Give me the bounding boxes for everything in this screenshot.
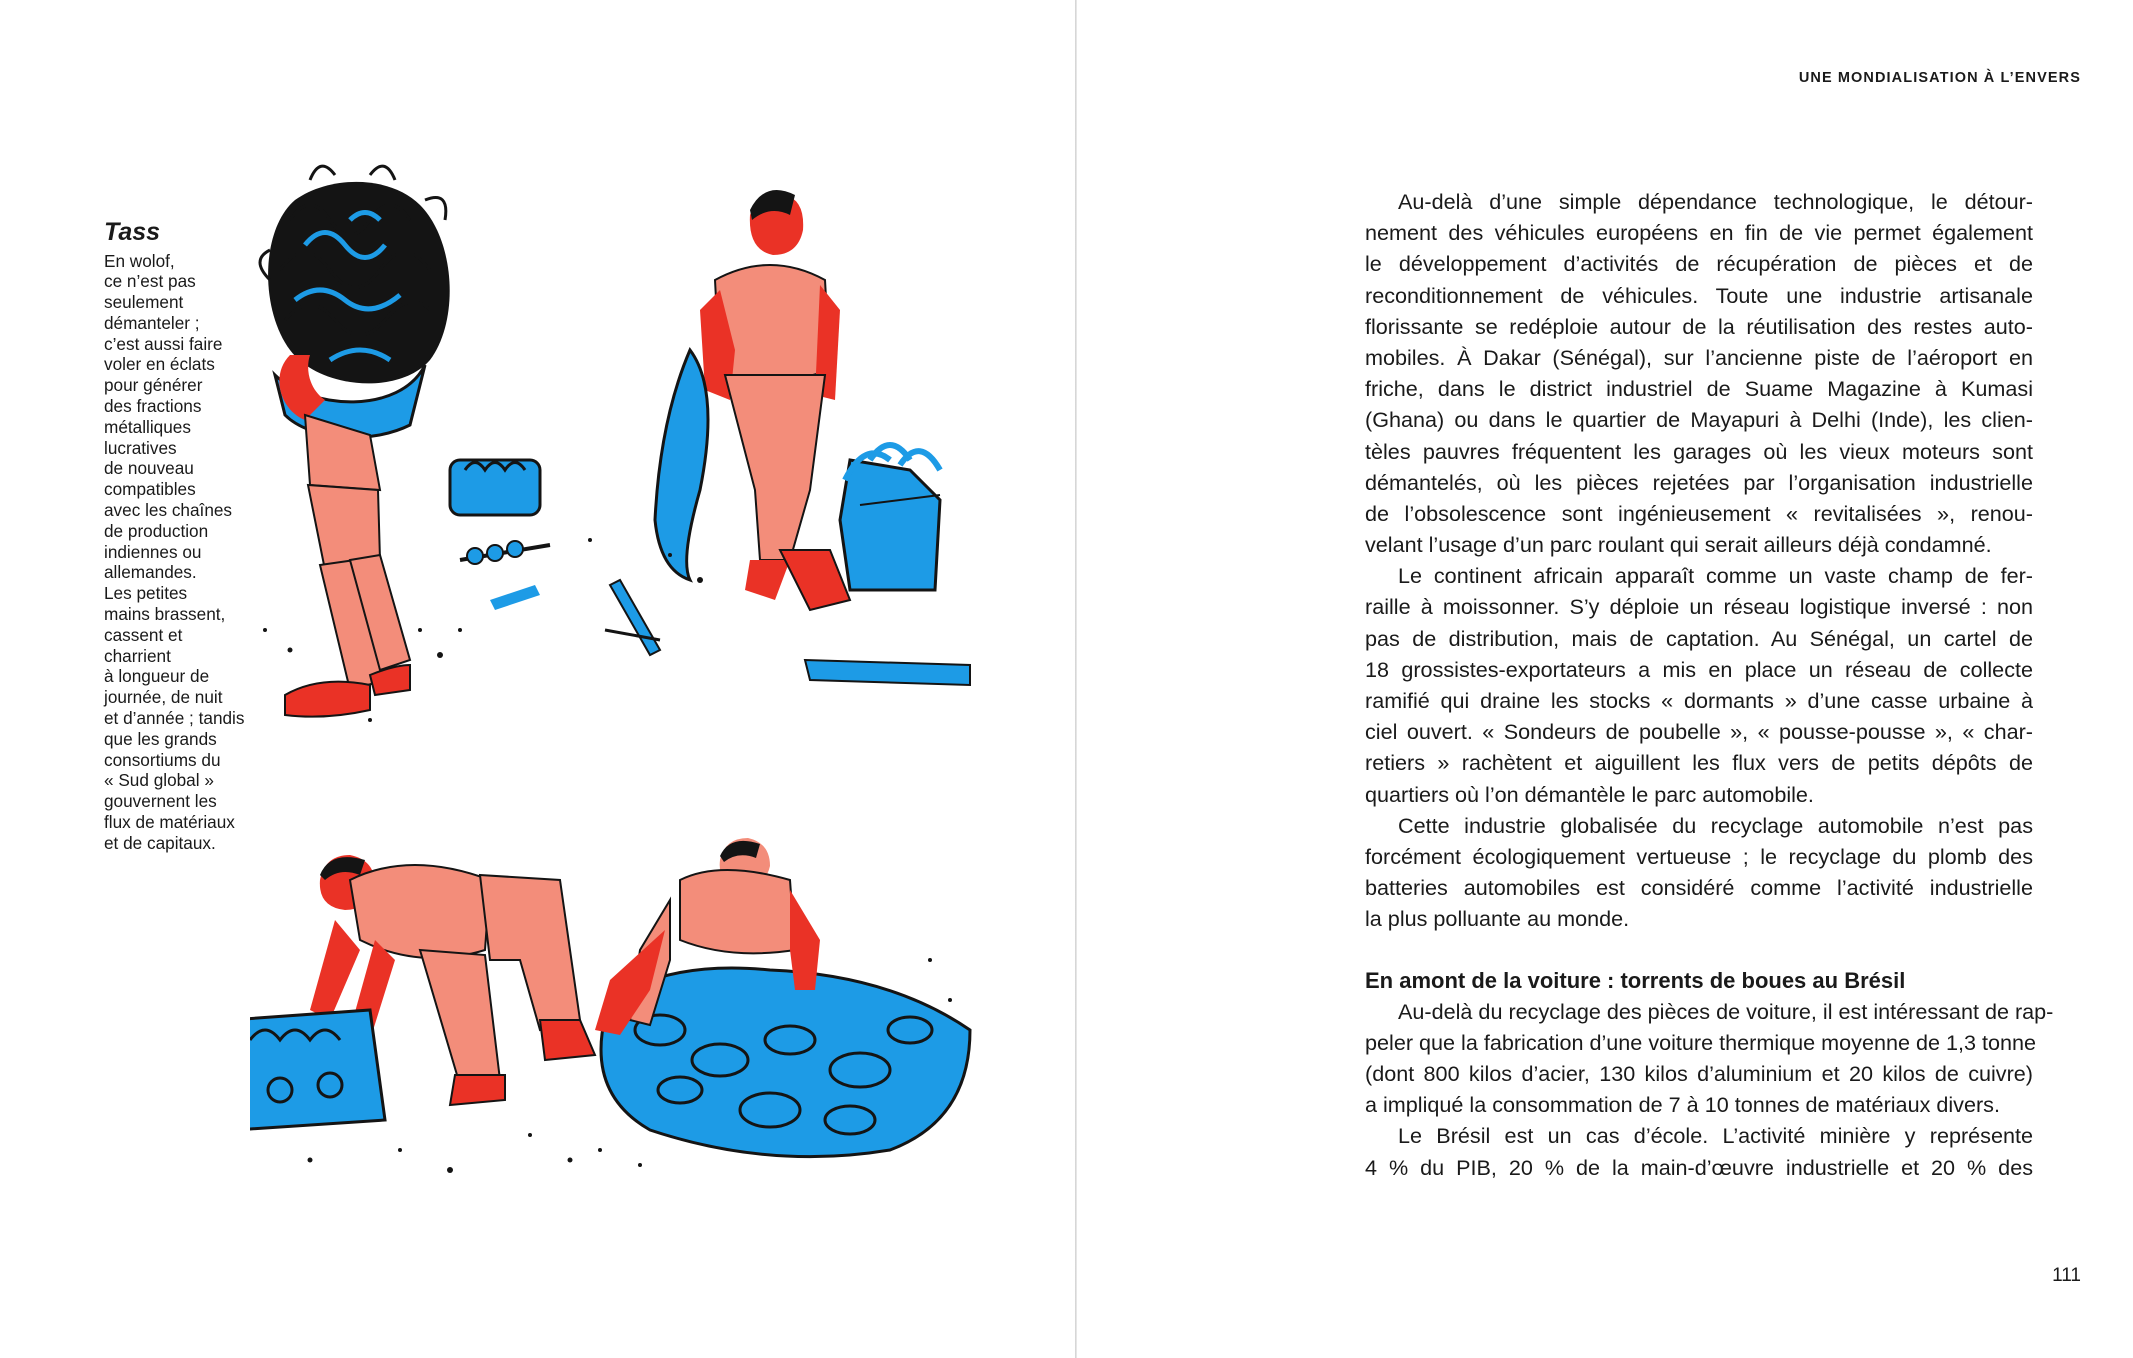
paragraphs-after-subheading: [1365, 996, 2054, 1183]
sidebar-line: avec les chaînes: [104, 500, 233, 521]
sidebar-line: mains brassent,: [104, 604, 226, 625]
text-line: mobiles. À Dakar (Sénégal), sur l’ancienne piste de l’aéroport en: [1365, 344, 2033, 370]
text-line: Cette industrie globalisée du recyclage automobile n’est pas: [1398, 812, 2033, 838]
sidebar-note: [104, 219, 264, 854]
sidebar-line: de production: [104, 520, 209, 541]
paragraph: [1365, 1120, 2033, 1182]
text-line: a impliqué la consommation de 7 à 10 tonnes de matériaux divers.: [1365, 1092, 2000, 1118]
text-line: Au-delà du recyclage des pièces de voiture, il est intéressant de rap-: [1398, 998, 2054, 1024]
text-line: reconditionnement de véhicules. Toute une industrie artisanale: [1365, 282, 2033, 308]
text-line: velant l’usage d’un parc roulant qui serait ailleurs déjà condamné.: [1365, 532, 1992, 558]
text-line: (dont 800 kilos d’acier, 130 kilos d’aluminium et 20 kilos de cuivre): [1365, 1061, 2033, 1087]
sidebar-line: Les petites: [104, 583, 188, 604]
sidebar-line: compatibles: [104, 479, 196, 500]
sidebar-line: démanteler ;: [104, 312, 200, 333]
text-line: démantelés, où les pièces rejetées par l’organisation industrielle: [1365, 469, 2033, 495]
subheading: En amont de la voiture : torrents de boues au Brésil: [1365, 967, 1906, 993]
sidebar-line: flux de matériaux: [104, 812, 235, 833]
text-line: Au-delà d’une simple dépendance technologique, le détour-: [1398, 189, 2033, 214]
text-line: 4 % du PIB, 20 % de la main-d’œuvre industrielle et 20 % des: [1365, 1154, 2033, 1180]
scrap-workers-illustration: [250, 160, 1030, 1210]
sidebar-line: et d’année ; tandis: [104, 708, 245, 729]
paragraph: [1365, 810, 2033, 935]
sidebar-line: c’est aussi faire: [104, 333, 223, 354]
text-line: florissante se redéploie autour de la réutilisation des restes auto-: [1365, 313, 2033, 339]
sidebar-line: gouvernent les: [104, 791, 217, 812]
page-number: 111: [2052, 1265, 2081, 1286]
text-line: ramifié qui draine les stocks « dormants » d’une casse urbaine à: [1365, 688, 2033, 713]
paragraphs-before-subheading: [1365, 186, 2033, 935]
sidebar-line: lucratives: [104, 437, 177, 458]
text-line: 18 grossistes-exportateurs a mis en place un réseau de collecte: [1365, 656, 2033, 682]
text-line: tèles pauvres fréquentent les garages où les vieux moteurs sont: [1365, 438, 2033, 464]
running-head: UNE MONDIALISATION À L’ENVERS: [1798, 70, 2081, 86]
text-line: forcément écologiquement vertueuse ; le recyclage du plomb des: [1365, 843, 2033, 869]
sidebar-line: voler en éclats: [104, 354, 215, 375]
worker-sorting-scrap-pile: [595, 838, 970, 1157]
sidebar-line: que les grands: [104, 728, 217, 749]
text-line: pas de distribution, mais de captation. Au Sénégal, un cartel de: [1365, 625, 2033, 651]
text-line: Le Brésil est un cas d’école. L’activité minière y représente: [1398, 1123, 2033, 1149]
worker-carrying-wire-bundle: [260, 166, 450, 717]
text-line: quartiers où l’on démantèle le parc automobile.: [1365, 781, 1814, 807]
text-line: (Ghana) ou dans le quartier de Mayapuri à Delhi (Inde), les clien-: [1365, 407, 2033, 433]
text-line: Le continent africain apparaît comme un vaste champ de fer-: [1398, 563, 2033, 589]
paragraph: [1365, 560, 2033, 810]
right-page: [1077, 0, 2133, 1358]
sidebar-line: de nouveau: [104, 458, 194, 479]
sidebar-line: En wolof,: [104, 250, 175, 271]
sidebar-line: indiennes ou: [104, 541, 202, 562]
sidebar-text: [104, 251, 264, 854]
text-line: batteries automobiles est considéré comme l’activité industrielle: [1365, 875, 2033, 901]
main-text: [1365, 186, 2054, 1183]
sidebar-line: « Sud global »: [104, 770, 214, 791]
sidebar-line: allemandes.: [104, 562, 197, 583]
text-line: ciel ouvert. « Sondeurs de poubelle », « pousse-pousse », « char-: [1365, 719, 2033, 745]
scattered-car-parts: [450, 445, 970, 685]
sidebar-title: Tass: [104, 218, 161, 246]
sidebar-line: charrient: [104, 645, 171, 666]
sidebar-line: ce n’est pas: [104, 271, 196, 292]
sidebar-line: consortiums du: [104, 749, 221, 770]
sidebar-line: et de capitaux.: [104, 832, 216, 853]
text-line: peler que la fabrication d’une voiture thermique moyenne de 1,3 tonne: [1365, 1029, 2037, 1055]
paragraph: [1365, 186, 2033, 560]
sidebar-line: des fractions: [104, 396, 202, 417]
text-line: nement des véhicules européens en fin de vie permet également: [1365, 220, 2033, 246]
text-line: de l’obsolescence sont ingénieusement « revitalisées », renou-: [1365, 500, 2033, 526]
sidebar-line: journée, de nuit: [104, 687, 223, 708]
text-line: raille à moissonner. S’y déploie un réseau logistique inversé : non: [1365, 594, 2033, 620]
sidebar-line: cassent et: [104, 624, 183, 645]
sidebar-line: à longueur de: [104, 666, 210, 687]
worker-with-tarp: [655, 190, 850, 610]
sidebar-line: seulement: [104, 292, 184, 313]
paragraph: [1365, 996, 2054, 1121]
text-line: le développement d’activités de récupération de pièces et de: [1365, 251, 2033, 277]
worker-lifting-engine-block: [250, 855, 595, 1130]
text-line: la plus polluante au monde.: [1365, 906, 1630, 932]
sidebar-line: pour générer: [104, 375, 203, 396]
text-line: friche, dans le district industriel de Suame Magazine à Kumasi: [1365, 376, 2033, 402]
sidebar-line: métalliques: [104, 416, 191, 437]
text-line: retiers » rachètent et aiguillent les flux vers de petits dépôts de: [1365, 750, 2033, 776]
